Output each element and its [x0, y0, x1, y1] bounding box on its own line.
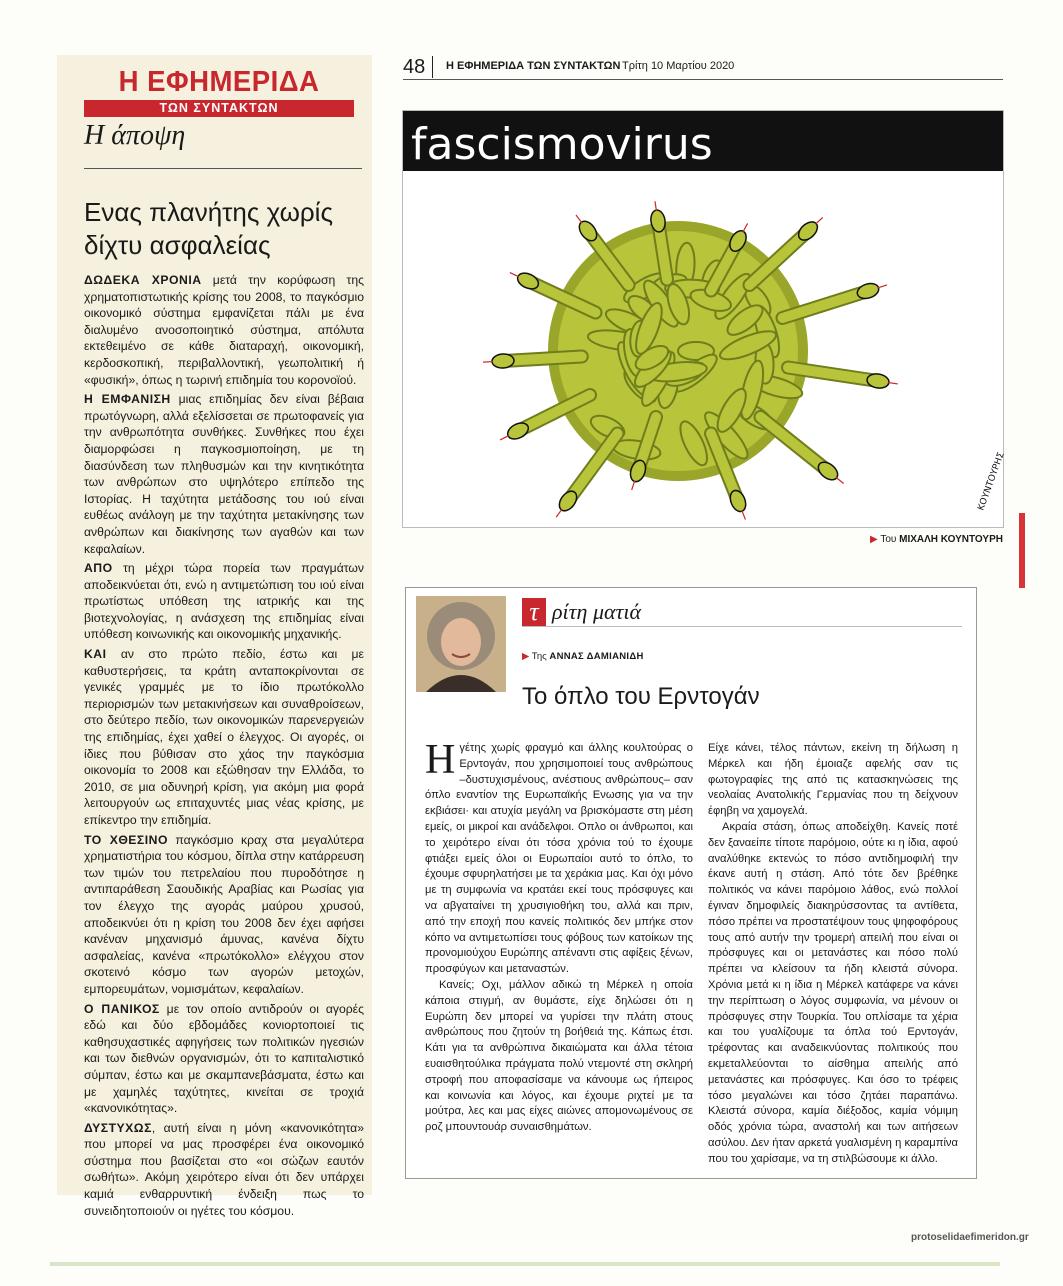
editorial-paragraph [84, 1120, 364, 1220]
opinion-paragraph-text: Είχε κάνει, τέλος πάντων, εκείνη τη δήλωση η Μέρκελ και ήδη έμοιαζε αφελής σαν τις φωτογραφίες της από τις κατασκηνώσεις της νεολαίας Ανατολικής Γερμανίας που τη δείχνουν έφηβη να χαμογελά. [708, 742, 958, 818]
column-tag [522, 598, 962, 627]
cartoon [402, 110, 1007, 528]
snake-neck [761, 417, 829, 471]
author-portrait-icon [416, 596, 506, 692]
editorial-paragraph [84, 560, 364, 643]
editorial-paragraph [84, 391, 364, 557]
snake-tongue [815, 217, 822, 224]
paragraph-text: αν στο πρώτο πεδίο, έστω και με καθυστερήσεις, τα κράτη ανταποκρίνονται σε γενικές γραμμές με το ίδιο πρωτόκολλο περιορισμών των μετακινήσεων και συναθροίσεων, στο δεύτερο πεδίο, των οικονομικών παρενεργειών της επιδημίας, έχει χαθεί ο έλεγχος. Οι αγορές, οι ίδιες που βύθισαν στο χάος την παγκόσμια οικονομία το 2008 και εξώθησαν την Ελλάδα, το 2010, σε μια οδυνηρή κρίση, για ακόμη μια φορά λειτουργούν ως επιταχυντές μιας νέας κρίσης, με επίκεντρο την επιδημία. [84, 647, 364, 827]
cartoon-signature: ΚΟΥΝΤΟΥΡΗΣ [976, 451, 1007, 513]
opinion-column-b [708, 741, 958, 1168]
opinion-column-a [425, 737, 693, 1136]
masthead-title: Η ΕΦΗΜΕΡΙΔΑ [118, 66, 320, 98]
editorial-body [84, 272, 364, 1222]
paragraph-text: με τον οποίο αντιδρούν οι αγορές εδώ και δύο εβδομάδες κονιορτοποιεί τις καθησυχαστικές αφηγήσεις των πολιτικών ηγεσιών και των διεθνών οργανισμών, ότι το καπιταλιστικό σύμπαν, έστω και με σκαμπανεβάσματα, έστω και με χαμηλές ταχύτητες, κινείται σε τροχιά «κανονικότητας». [84, 1001, 364, 1116]
header-divider [403, 79, 1003, 80]
paragraph-text: παγκόσμιο κραχ στα μεγαλύτερα χρηματιστήρια του κόσμου, δίπλα στην κατάρρευση των τιμών του πετρελαίου που πυροδότησε η αντιπαράθεση Σαουδικής Αραβίας και Ρωσίας για τον έλεγχο της αγοράς μαύρου χρυσού, αποδεικνύει ότι η κρίση του 2008 δεν έχει αφήσει κανέναν μηχανισμό άμυνας, κανένα δίχτυ ασφαλείας, κανένα «πρωτόκολλο» ελέγχου στον σκοτεινό κόσμο των αγορών μετοχών, εμπορευμάτων, νομισμάτων, κεφαλαίων. [84, 832, 364, 996]
snake-tongue [742, 510, 746, 519]
header-date: Τρίτη 10 Μαρτίου 2020 [622, 60, 735, 72]
paragraph-lead: ΑΠΟ [84, 561, 113, 576]
snake-tongue [836, 477, 844, 483]
snake-head [866, 372, 890, 389]
opinion-paragraph-text: Ακραία στάση, όπως αποδείχθη. Κανείς ποτέ δεν ξαναείπε τίποτε παρόμοιο, ούτε κι η ίδια, αφού αναλύθηκε εκτενώς το πόσο αντιδημοφιλή την έκανε αυτή η στάση. Από τότε δεν βρέθηκε πολιτικός να κάνει παρόμοιο λάθος, ενώ πολλοί έγιναν δημοφιλείς διακηρύσσοντας τα αντίθετα, πόσο πρέπει να προστατέψουν τους ψηφοφόρους τους από αυτήν την τρομερή απειλή που είναι οι πρόσφυγες και οι μετανάστες και πόσο πολύ πρέπει να κλείσουν τα ήδη κλειστά σύνορα. Χρόνια μετά κι η ίδια η Μέρκελ κατάφερε να κάνει την περίπτωση ο λόγος συμφωνία, να μένουν οι πρόσφυγες στην Τουρκία. Του οπλίσαμε τα χέρια και του γυαλίζουμε τα όπλα τού Ερντογάν, τρέφοντας και αναδεικνύοντας πολιτικούς που εκμεταλλεύονται το αίσθημα απειλής από μετανάστες και πρόσφυγες. Και όσο το τρέφεις τόσο μεγαλώνει και τόσο ζητάει παραπάνω. Κλειστά σύνορα, καμία διέξοδος, καμία νόμιμη οδός χρόνια τώρα, αναστολή και των αιτήσεων ασύλου. Δεν ήταν αρκετά γυαλισμένη η καραμπίνα που του χαρίσαμε, να τη στιλβώσουμε κι άλλο. [708, 820, 958, 1165]
column-tag-letter: τ [522, 598, 546, 626]
masthead-logo [84, 66, 354, 117]
snake-neck [503, 357, 582, 362]
snake-tongue [576, 215, 582, 223]
cartoon-title: fascismovirus [411, 119, 713, 170]
byline-name: ΑΝΝΑΣ ΔΑΜΙΑΝΙΔΗ [549, 651, 644, 662]
paragraph-text: μιας επιδημίας δεν είναι βέβαια πρωτόγνωρη, αλλά εξελίσσεται σε πρωτοφανείς για την ανθρωπότητα συνθήκες. Συνθήκες που έχει διαμορφώσει η παγκοσμιοποίηση, με τη διασύνδεση των πληθυσμών και την κινητικότητα των ανθρώπων στο υψηλότερο επίπεδο της Ιστορίας. Η ταχύτητα μετάδοσης του ιού είναι ευθέως ανάλογη με την ταχύτητα μετακίνησης των ανθρώπων και διακίνησης των αγαθών και των κεφαλαίων. [84, 392, 364, 556]
credit-name: ΜΙΧΑΛΗ ΚΟΥΝΤΟΥΡΗ [899, 534, 1003, 545]
bottom-bar [50, 1262, 1000, 1266]
snake-head [492, 353, 515, 368]
editorial-headline: Ενας πλανήτης χωρίς δίχτυ ασφαλείας [84, 197, 333, 260]
section-label: Η άποψη [84, 120, 186, 151]
page-number: 48 [403, 56, 433, 78]
masthead-subtitle: ΤΩΝ ΣΥΝΤΑΚΤΩΝ [84, 100, 354, 117]
opinion-paragraph [425, 978, 693, 1136]
snake-tongue [878, 285, 888, 288]
snake-tongue [556, 509, 562, 517]
paragraph-lead: ΔΩΔΕΚΑ ΧΡΟΝΙΑ [84, 273, 202, 287]
paragraph-text: , αυτή είναι η μόνη «κανονικότητα» που μπορεί να μας προσφέρει ένα οικονομικό σύστημα που βασίζεται στο «οι σώζων εαυτόν σωθήτω». Ακόμη χειρότερο είναι ότι δεν υπάρχει καμιά ενθαρρυντική ένδειξη πως το συνειδητοποιούν οι ηγέτες του κόσμου. [84, 1120, 364, 1218]
author-photo [416, 596, 506, 692]
divider [84, 168, 362, 169]
snake-tongue [743, 223, 748, 232]
opinion-paragraph [425, 737, 693, 978]
cartoon-illustration [403, 111, 1007, 527]
paragraph-lead: ΔΥΣΤΥΧΩΣ [84, 1120, 152, 1135]
watermark: protoselidaefimeridon.gr [911, 1232, 1029, 1243]
paragraph-text: μετά την κορύφωση της χρηματοπιστωτικής κρίσης του 2008, το παγκόσμιο οικονομικό σύστημα εμφανίζεται πάλι με ένα διαλυμένο ανοσοποιητικό σύστημα, απόλυτα εκτεθειμένο σε κάθε διαταραχή, οικονομική, κερδοσκοπική, περιβαλλοντική, γεωπολιτική ή «φυσική», όπως η τωρινή επιδημία του κορονοϊού. [84, 273, 364, 387]
opinion-paragraph [708, 820, 958, 1168]
snake-tongue [483, 362, 493, 363]
editorial-paragraph [84, 272, 364, 388]
snake-tongue [632, 480, 635, 489]
paragraph-text: τη μέχρι τώρα πορεία των πραγμάτων αποδεικνύεται ότι, ενώ η αντιμετώπιση του ιού είναι πρωτίστως υπόθεση της ιατρικής και της βιοτεχνολογίας, η ανάσχεση της επιδημίας είναι υπόθεση κοινωνικής και οικονομικής μηχανικής. [84, 561, 364, 642]
paragraph-lead: ΤΟ ΧΘΕΣΙΝΟ [84, 832, 168, 847]
snake-tongue [510, 273, 519, 277]
byline-prefix: Της [531, 651, 547, 662]
paragraph-lead: ΚΑΙ [84, 647, 107, 662]
arrow-right-icon: ▶ [870, 534, 878, 545]
credit-prefix: Του [880, 534, 897, 545]
drop-cap: Η [425, 737, 456, 783]
byline [522, 651, 644, 662]
page-edge-tab [1019, 513, 1025, 588]
opinion-headline: Το όπλο του Ερντογάν [522, 683, 760, 710]
opinion-paragraph-text: γέτης χωρίς φραγμό και άλλης κουλτούρας ο Ερντογάν, που χρησιμοποιεί τους ανθρώπους –δυστυχισμένους, ανέστιους ανθρώπους– σαν όπλο εναντίον της Ευρωπαϊκής Ενωσης για να την εκβιάσει· και ατυχία μεγάλη να βρισκόμαστε στη μέση εμείς, οι μικροί και ανάδελφοι. Οπλο οι άνθρωποι, και το χειρότερο είναι ότι τόσα χρόνια τού το έχουμε φτιάξει εμείς όλοι οι Ευρωπαίοι αυτό το όπλο, το έχουμε σφυρηλατήσει με τα χεράκια μας. Και όχι μόνο με τη συμφωνία να κρατάει εκεί τους πρόσφυγες και να αβγαταίνει τη χρυσιγιοθήκη του, αλλά και πριν, από την εποχή που κανείς πολιτικός δεν μπήκε στον κόπο να αντιμετωπίσει τους φόβους των κατοίκων της προνομιούχου Ευρώπης απέναντι στις αφίξεις ξένων, προσφύγων και μεταναστών. [425, 742, 693, 976]
header-paper-name: Η ΕΦΗΜΕΡΙΔΑ ΤΩΝ ΣΥΝΤΑΚΤΩΝ [446, 60, 621, 72]
arrow-right-icon: ▶ [522, 651, 530, 662]
snake-cluster [483, 201, 898, 519]
paragraph-lead: Η ΕΜΦΑΝΙΣΗ [84, 392, 171, 407]
cartoon-credit [870, 534, 1003, 545]
editorial-paragraph [84, 646, 364, 829]
paragraph-lead: Ο ΠΑΝΙΚΟΣ [84, 1001, 160, 1016]
snake-tongue [655, 201, 657, 211]
editorial-paragraph [84, 1001, 364, 1117]
opinion-paragraph [708, 741, 958, 820]
column-tag-name: ρίτη ματιά [552, 599, 642, 624]
editorial-paragraph [84, 832, 364, 998]
snake-tongue [500, 435, 509, 439]
opinion-paragraph-text: Κανείς; Οχι, μάλλον αδικώ τη Μέρκελ η οποία κάποια στιγμή, αν θυμάστε, είχε δηλώσει ότι η Ευρώπη δεν μπορεί να γυρίσει την πλάτη στους ανθρώπους που ζητούν τη βοήθειά της. Κάπως έτσι. Κάτι για τα ανθρώπινα δικαιώματα και άλλα τέτοια ευαισθητούλικα πράγματα πολύ ντεμοντέ στη σκληρή στροφή που αποφασίσαμε να κάνουμε ως ήπειρος και κοινωνία και λόγος, και έχουμε ριχτεί με τα μούτρα, λες και μας είχες αιώνες απομονωμένους σε ροζ μπουντουάρ συναισθημάτων. [425, 978, 693, 1134]
